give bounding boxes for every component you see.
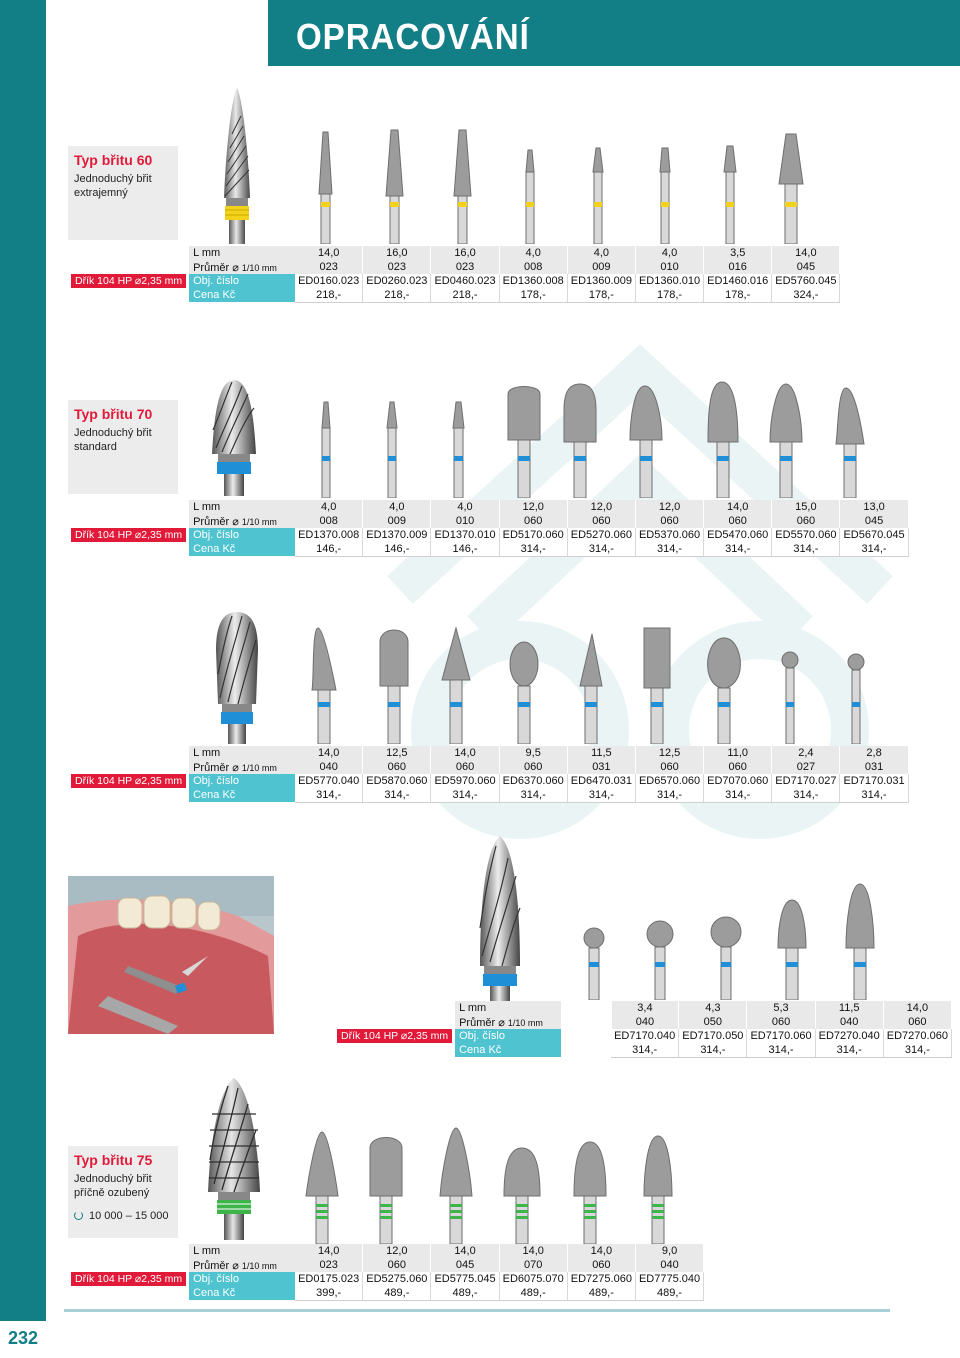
page-number: 232 — [0, 1318, 46, 1358]
bottom-rule — [64, 1309, 890, 1312]
cell-diameter: 045 — [840, 514, 908, 528]
cell-price: 146,- — [295, 542, 363, 556]
shank-label: Dřík 104 HP ⌀2,35 mm — [71, 1272, 186, 1286]
cell-length: 12,5 — [635, 746, 703, 760]
type-box-70 — [68, 400, 178, 494]
cell-order-number: ED1370.008 — [295, 528, 363, 542]
cell-diameter: 040 — [815, 1015, 883, 1029]
cell-price: 489,- — [635, 1286, 703, 1300]
cell-price: 314,- — [772, 788, 840, 802]
row-label-diameter: Průměr ⌀ 1/10 mm — [455, 1015, 561, 1029]
cell-order-number: ED0260.023 — [363, 274, 431, 288]
spec-table-type-75 — [68, 1244, 704, 1301]
cell-order-number: ED5760.045 — [772, 274, 840, 288]
type-box-75 — [68, 1146, 178, 1238]
type-title: Typ břitu 75 — [74, 1152, 153, 1168]
cell-length: 14,0 — [883, 1001, 951, 1015]
spec-table-type-70-b — [68, 746, 909, 803]
cell-diameter: 045 — [431, 1258, 499, 1272]
cell-diameter: 060 — [363, 760, 431, 774]
cell-price: 178,- — [635, 288, 703, 302]
cell-diameter: 023 — [431, 260, 499, 274]
cell-order-number: ED7070.060 — [704, 774, 772, 788]
bur-drawing — [319, 130, 803, 244]
cell-order-number: ED1460.016 — [704, 274, 772, 288]
bur-photo-type-70-long — [470, 832, 530, 1020]
cell-order-number: ED5170.060 — [499, 528, 567, 542]
cell-price: 489,- — [499, 1286, 567, 1300]
row-label-order-number: Obj. číslo — [189, 1272, 295, 1286]
cell-price: 314,- — [747, 1043, 815, 1057]
bur-drawings-type-70 — [290, 380, 890, 498]
type-desc: extrajemný — [74, 187, 128, 199]
cell-order-number: ED7275.060 — [567, 1272, 635, 1286]
cell-length: 4,0 — [635, 246, 703, 260]
cell-order-number: ED6470.031 — [567, 774, 635, 788]
row-label-length: L mm — [455, 1001, 561, 1015]
cell-length: 4,0 — [499, 246, 567, 260]
cell-length: 14,0 — [431, 746, 499, 760]
cell-length: 4,0 — [567, 246, 635, 260]
cell-order-number: ED5775.045 — [431, 1272, 499, 1286]
cell-diameter: 060 — [567, 1258, 635, 1272]
row-label-diameter: Průměr ⌀ 1/10 mm — [189, 760, 295, 774]
cell-price: 314,- — [704, 542, 772, 556]
cell-diameter: 031 — [567, 760, 635, 774]
type-desc: Jednoduchý břit — [74, 173, 152, 185]
cell-diameter: 023 — [363, 260, 431, 274]
row-label-price: Cena Kč — [189, 1286, 295, 1300]
cell-order-number: ED5270.060 — [567, 528, 635, 542]
cell-price: 314,- — [635, 542, 703, 556]
cell-diameter: 023 — [295, 1258, 363, 1272]
bur-drawings-type-75 — [290, 1120, 710, 1244]
cell-order-number: ED5275.060 — [363, 1272, 431, 1286]
type-title: Typ břitu 70 — [74, 406, 153, 422]
cell-length: 9,0 — [635, 1244, 703, 1258]
cell-diameter: 040 — [295, 760, 363, 774]
cell-diameter: 060 — [883, 1015, 951, 1029]
bur-photo-type-75 — [202, 1074, 266, 1240]
cell-diameter: 009 — [363, 514, 431, 528]
cell-price: 314,- — [567, 542, 635, 556]
cell-length: 16,0 — [431, 246, 499, 260]
cell-price: 314,- — [772, 542, 840, 556]
cell-order-number: ED5670.045 — [840, 528, 908, 542]
cell-diameter: 060 — [704, 514, 772, 528]
shank-label: Dřík 104 HP ⌀2,35 mm — [71, 528, 186, 542]
cell-length: 12,0 — [635, 500, 703, 514]
cell-price: 218,- — [363, 288, 431, 302]
cell-order-number: ED0160.023 — [295, 274, 363, 288]
cell-length: 14,0 — [567, 1244, 635, 1258]
cell-order-number: ED5970.060 — [431, 774, 499, 788]
cell-price: 314,- — [499, 788, 567, 802]
type-desc: standard — [74, 441, 117, 453]
cell-price: 218,- — [431, 288, 499, 302]
cell-price: 178,- — [704, 288, 772, 302]
cell-order-number: ED7270.060 — [883, 1029, 951, 1043]
rotation-icon — [74, 1211, 83, 1220]
cell-price: 489,- — [431, 1286, 499, 1300]
spec-table-type-60 — [68, 246, 840, 303]
cell-order-number: ED5470.060 — [704, 528, 772, 542]
rpm-range: 10 000 – 15 000 — [74, 1210, 172, 1222]
cell-order-number: ED5370.060 — [635, 528, 703, 542]
cell-length: 5,3 — [747, 1001, 815, 1015]
cell-diameter: 050 — [679, 1015, 747, 1029]
cell-length: 2,4 — [772, 746, 840, 760]
cell-length: 4,0 — [363, 500, 431, 514]
cell-diameter: 016 — [704, 260, 772, 274]
cell-order-number: ED1370.009 — [363, 528, 431, 542]
cell-diameter: 060 — [431, 760, 499, 774]
cell-order-number: ED6570.060 — [635, 774, 703, 788]
row-label-order-number: Obj. číslo — [189, 274, 295, 288]
bur-photo-type-60 — [212, 86, 262, 244]
cell-order-number: ED0460.023 — [431, 274, 499, 288]
type-desc: Jednoduchý břit — [74, 427, 152, 439]
cell-diameter: 040 — [611, 1015, 679, 1029]
type-desc: Jednoduchý břit — [74, 1173, 152, 1185]
cell-order-number: ED1370.010 — [431, 528, 499, 542]
cell-price: 314,- — [840, 542, 908, 556]
cell-diameter: 010 — [635, 260, 703, 274]
cell-diameter: 060 — [567, 514, 635, 528]
cell-order-number: ED6075.070 — [499, 1272, 567, 1286]
cell-price: 314,- — [635, 788, 703, 802]
row-label-diameter: Průměr ⌀ 1/10 mm — [189, 1258, 295, 1272]
cell-price: 489,- — [363, 1286, 431, 1300]
cell-diameter: 008 — [499, 260, 567, 274]
cell-price: 314,- — [499, 542, 567, 556]
cell-length: 15,0 — [772, 500, 840, 514]
cell-order-number: ED7170.050 — [679, 1029, 747, 1043]
cell-order-number: ED7170.040 — [611, 1029, 679, 1043]
cell-price: 314,- — [295, 788, 363, 802]
cell-price: 178,- — [567, 288, 635, 302]
cell-diameter: 060 — [772, 514, 840, 528]
cell-length: 14,0 — [704, 500, 772, 514]
row-label-length: L mm — [189, 246, 295, 260]
cell-length: 14,0 — [772, 246, 840, 260]
cell-length: 12,0 — [363, 1244, 431, 1258]
bur-drawings-type-60 — [290, 126, 830, 244]
cell-length: 4,3 — [679, 1001, 747, 1015]
cell-length: 3,5 — [704, 246, 772, 260]
cell-price: 314,- — [840, 788, 908, 802]
cell-diameter: 060 — [499, 514, 567, 528]
cell-price: 146,- — [431, 542, 499, 556]
cell-order-number: ED1360.010 — [635, 274, 703, 288]
cell-price: 178,- — [499, 288, 567, 302]
row-label-order-number: Obj. číslo — [189, 774, 295, 788]
cell-price: 314,- — [883, 1043, 951, 1057]
cell-length: 14,0 — [295, 1244, 363, 1258]
cell-price: 314,- — [363, 788, 431, 802]
cell-order-number: ED6370.060 — [499, 774, 567, 788]
cell-diameter: 040 — [635, 1258, 703, 1272]
cell-diameter: 060 — [363, 1258, 431, 1272]
bur-drawings-type-70-b — [290, 620, 890, 744]
row-label-order-number: Obj. číslo — [455, 1029, 561, 1043]
cell-length: 11,0 — [704, 746, 772, 760]
cell-order-number: ED7270.040 — [815, 1029, 883, 1043]
cell-length: 4,0 — [431, 500, 499, 514]
clinical-photo — [68, 876, 274, 1034]
cell-length: 11,5 — [815, 1001, 883, 1015]
cell-order-number: ED1360.009 — [567, 274, 635, 288]
cell-diameter: 010 — [431, 514, 499, 528]
shank-label: Dřík 104 HP ⌀2,35 mm — [337, 1029, 452, 1043]
shank-label: Dřík 104 HP ⌀2,35 mm — [71, 274, 186, 288]
cell-price: 324,- — [772, 288, 840, 302]
cell-length: 3,4 — [611, 1001, 679, 1015]
cell-length: 14,0 — [499, 1244, 567, 1258]
cell-diameter: 009 — [567, 260, 635, 274]
cell-order-number: ED1360.008 — [499, 274, 567, 288]
cell-diameter: 060 — [704, 760, 772, 774]
cell-order-number: ED0175.023 — [295, 1272, 363, 1286]
cell-diameter: 023 — [295, 260, 363, 274]
cell-price: 314,- — [611, 1043, 679, 1057]
cell-price: 489,- — [567, 1286, 635, 1300]
cell-length: 2,8 — [840, 746, 908, 760]
cell-diameter: 070 — [499, 1258, 567, 1272]
cell-order-number: ED5770.040 — [295, 774, 363, 788]
cell-order-number: ED7170.060 — [747, 1029, 815, 1043]
cell-length: 12,5 — [363, 746, 431, 760]
row-label-order-number: Obj. číslo — [189, 528, 295, 542]
row-label-diameter: Průměr ⌀ 1/10 mm — [189, 260, 295, 274]
cell-diameter: 060 — [747, 1015, 815, 1029]
row-label-price: Cena Kč — [189, 542, 295, 556]
spec-table-type-70 — [68, 500, 909, 557]
cell-diameter: 008 — [295, 514, 363, 528]
side-color-bar — [0, 0, 46, 1358]
cell-length: 16,0 — [363, 246, 431, 260]
type-box-60 — [68, 146, 178, 240]
cell-length: 14,0 — [295, 746, 363, 760]
shank-label: Dřík 104 HP ⌀2,35 mm — [71, 774, 186, 788]
cell-price: 314,- — [567, 788, 635, 802]
row-label-length: L mm — [189, 746, 295, 760]
cell-diameter: 060 — [635, 514, 703, 528]
cell-price: 218,- — [295, 288, 363, 302]
type-desc: příčně ozubený — [74, 1187, 150, 1199]
cell-diameter: 045 — [772, 260, 840, 274]
row-label-price: Cena Kč — [455, 1043, 561, 1057]
cell-length: 13,0 — [840, 500, 908, 514]
page-title: OPRACOVÁNÍ — [296, 16, 530, 57]
cell-length: 12,0 — [567, 500, 635, 514]
row-label-diameter: Průměr ⌀ 1/10 mm — [189, 514, 295, 528]
cell-order-number: ED5870.060 — [363, 774, 431, 788]
cell-length: 14,0 — [295, 246, 363, 260]
cell-length: 12,0 — [499, 500, 567, 514]
row-label-price: Cena Kč — [189, 288, 295, 302]
spec-table-type-70-c — [334, 1001, 952, 1058]
cell-length: 9,5 — [499, 746, 567, 760]
row-label-length: L mm — [189, 500, 295, 514]
cell-diameter: 031 — [840, 760, 908, 774]
cell-length: 4,0 — [295, 500, 363, 514]
row-label-price: Cena Kč — [189, 788, 295, 802]
cell-order-number: ED7170.031 — [840, 774, 908, 788]
cell-price: 146,- — [363, 542, 431, 556]
bur-drawings-type-70-c — [560, 876, 890, 1000]
cell-order-number: ED7775.040 — [635, 1272, 703, 1286]
cell-diameter: 060 — [499, 760, 567, 774]
bur-photo-type-70 — [204, 378, 264, 496]
cell-length: 14,0 — [431, 1244, 499, 1258]
cell-length: 11,5 — [567, 746, 635, 760]
cell-order-number: ED7170.027 — [772, 774, 840, 788]
bur-photo-type-70-round — [212, 610, 262, 744]
cell-price: 314,- — [431, 788, 499, 802]
cell-price: 399,- — [295, 1286, 363, 1300]
cell-diameter: 060 — [635, 760, 703, 774]
type-title: Typ břitu 60 — [74, 152, 153, 168]
cell-price: 314,- — [815, 1043, 883, 1057]
row-label-length: L mm — [189, 1244, 295, 1258]
cell-price: 314,- — [704, 788, 772, 802]
cell-price: 314,- — [679, 1043, 747, 1057]
cell-diameter: 027 — [772, 760, 840, 774]
cell-order-number: ED5570.060 — [772, 528, 840, 542]
